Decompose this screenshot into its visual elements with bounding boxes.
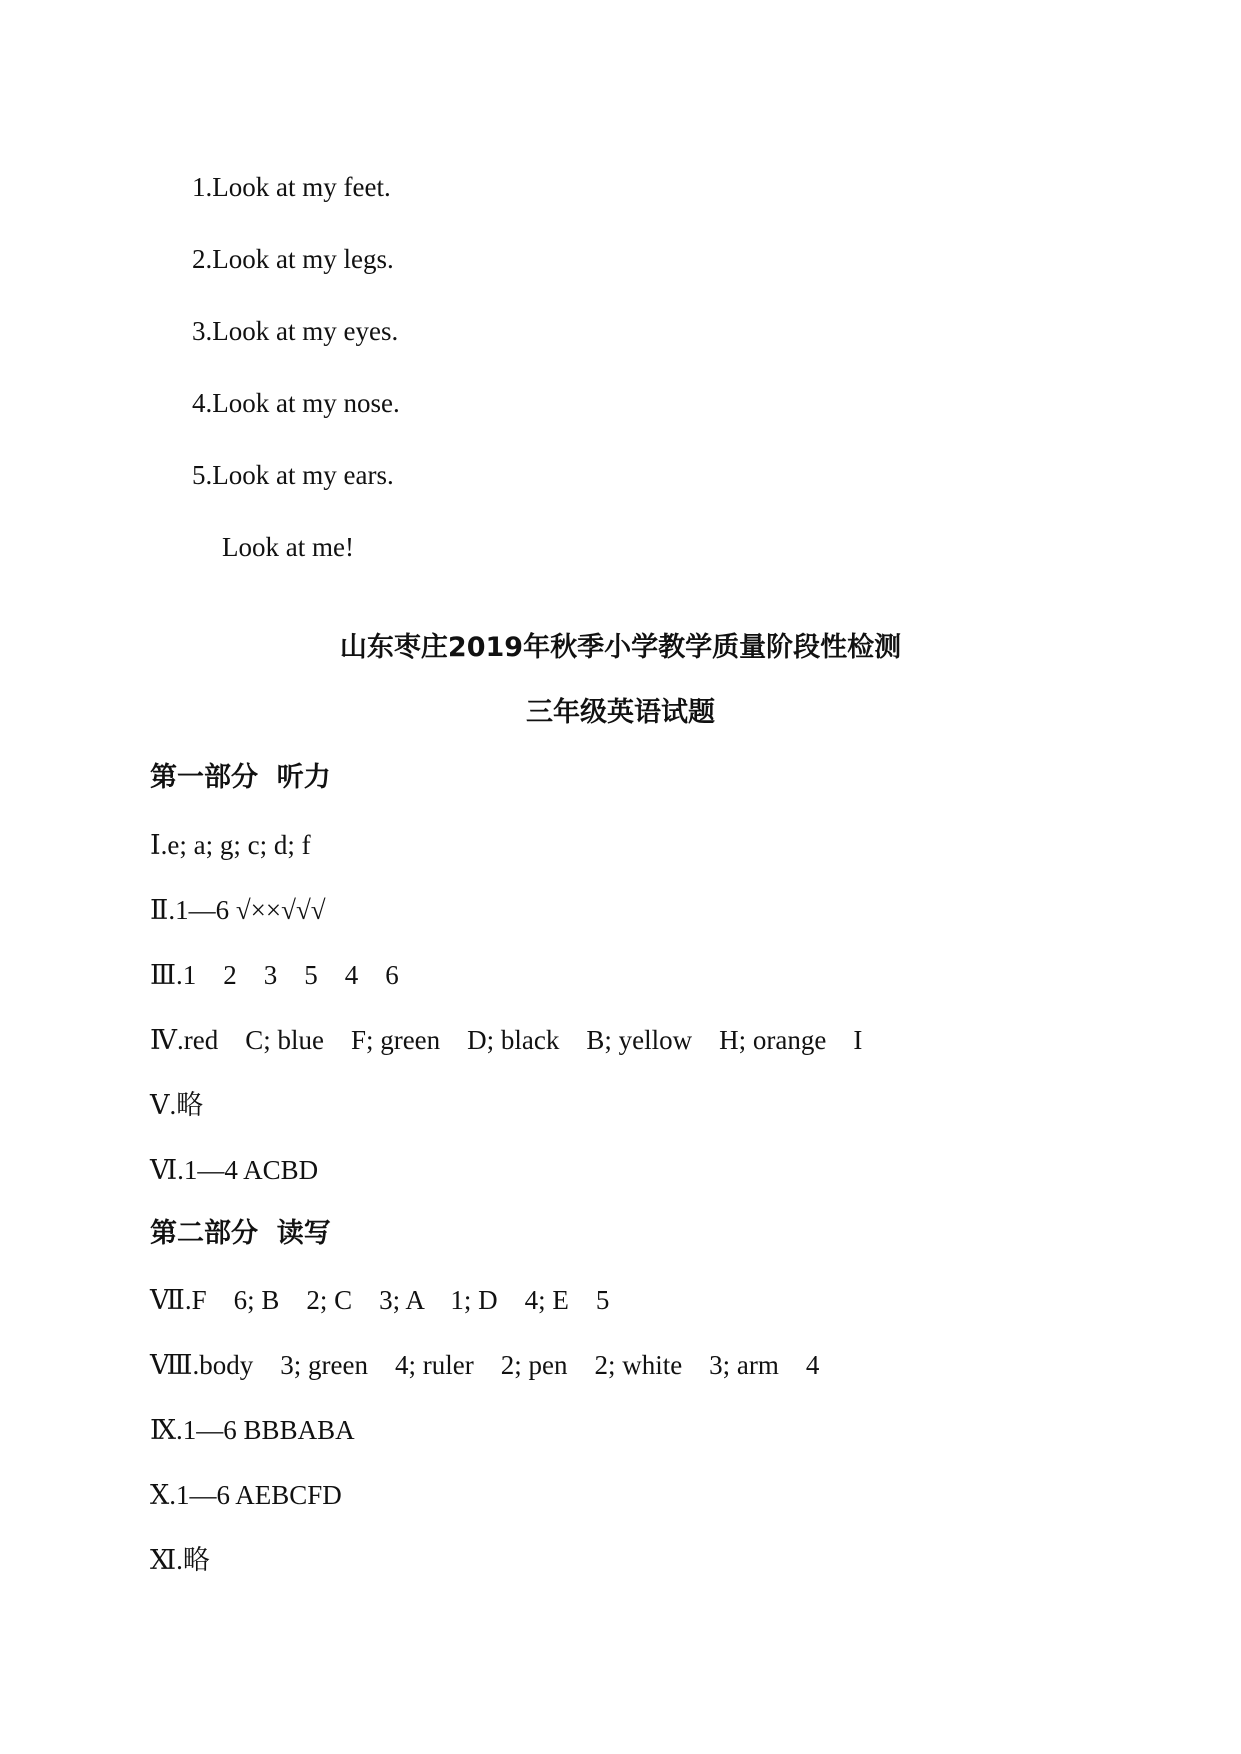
part-two-heading: 第二部分 读写	[150, 1218, 331, 1249]
answer-5: Ⅴ.略	[150, 1090, 204, 1120]
answer-7: Ⅶ.F 6; B 2; C 3; A 1; D 4; E 5	[150, 1285, 610, 1315]
exam-title: 山东枣庄2019年秋季小学教学质量阶段性检测	[339, 632, 902, 663]
script-line-2: 2.Look at my legs.	[192, 244, 394, 274]
script-line-1: 1.Look at my feet.	[192, 172, 391, 202]
script-line-3: 3.Look at my eyes.	[192, 316, 399, 346]
answer-6: Ⅵ.1—4 ACBD	[150, 1155, 319, 1185]
answer-9: Ⅸ.1—6 BBBABA	[150, 1415, 355, 1445]
part-one-heading: 第一部分 听力	[150, 762, 331, 793]
answer-11: Ⅺ.略	[150, 1545, 210, 1575]
answer-2: Ⅱ.1—6 √××√√√	[150, 895, 326, 925]
answer-10: Ⅹ.1—6 AEBCFD	[150, 1480, 342, 1510]
script-line-4: 4.Look at my nose.	[192, 388, 400, 418]
exam-subtitle: 三年级英语试题	[526, 697, 715, 728]
answer-3: Ⅲ.1 2 3 5 4 6	[150, 960, 399, 990]
answer-1: Ⅰ.e; a; g; c; d; f	[150, 830, 311, 860]
answer-4: Ⅳ.red C; blue F; green D; black B; yellow H; orange I	[150, 1025, 863, 1055]
script-line-5: 5.Look at my ears.	[192, 460, 394, 490]
script-closing-line: Look at me!	[222, 532, 354, 562]
answer-8: Ⅷ.body 3; green 4; ruler 2; pen 2; white 3; arm 4	[150, 1350, 820, 1380]
